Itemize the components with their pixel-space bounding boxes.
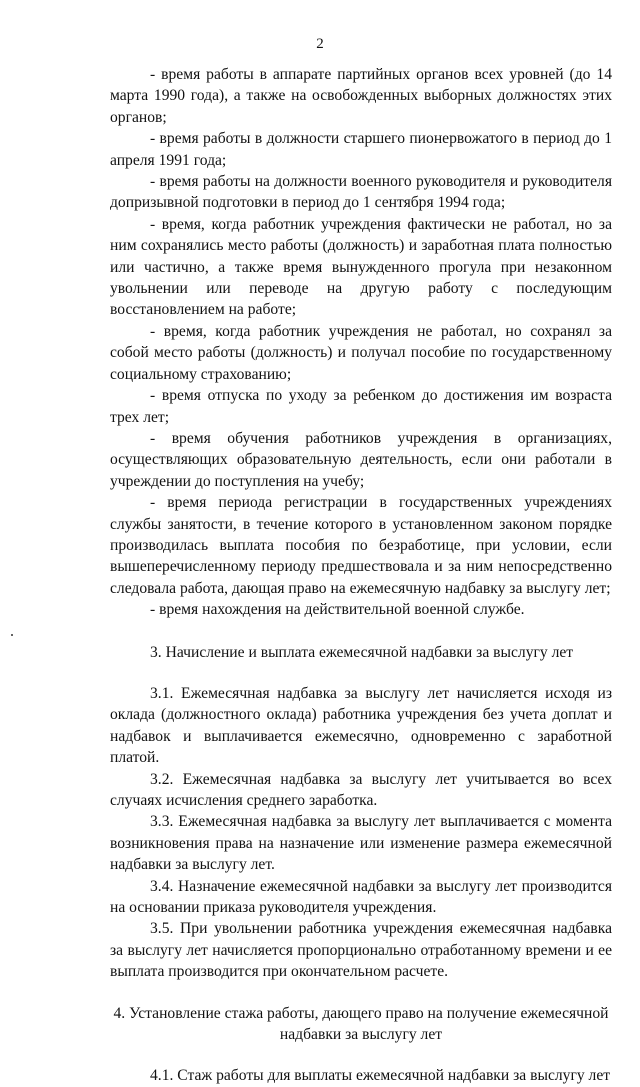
list-item: - время периода регистрации в государственных учреждениях службы занятости, в течение которого в установленном законом порядке производилась выплата пособия по безработице, при условии, если вышеперечисленному периоду предшествовала и за ним непосредственно следовала работа, дающая право на ежемесячную надбавку за выслугу лет; [110, 494, 612, 597]
section-4-heading [110, 1003, 612, 1046]
list-item: - время нахождения на действительной военной службе. [150, 601, 525, 619]
clause-3-3: 3.3. Ежемесячная надбавка за выслугу лет выплачивается с момента возникновения права на назначение или изменение размера ежемесячной надбавки за выслугу лет. [110, 813, 612, 874]
section-3-body [110, 683, 612, 983]
list-item: - время, когда работник учреждения не работал, но сохранял за собой место работы (должность) и получал пособие по государственному социальному страхованию; [110, 322, 612, 383]
section-3-heading: 3. Начисление и выплата ежемесячной надбавки за выслугу лет [150, 643, 574, 661]
list-item: - время работы в должности старшего пионервожатого в период до 1 апреля 1991 года; [110, 130, 612, 169]
list-item: - время работы в аппарате партийных органов всех уровней (до 14 марта 1990 года), а также на освобожденных выборных должностях этих органов; [110, 66, 612, 126]
clause-3-2: 3.2. Ежемесячная надбавка за выслугу лет учитывается во всех случаях исчисления среднего заработка. [110, 770, 612, 809]
scan-speck [11, 634, 13, 636]
clause-3-1: 3.1. Ежемесячная надбавка за выслугу лет начисляется исходя из оклада (должностного оклада) работника учреждения без учета доплат и надбавок и выплачивается ежемесячно, одновременно с заработной платой. [110, 684, 612, 767]
clause-3-4: 3.4. Назначение ежемесячной надбавки за выслугу лет производится на основании приказа руководителя учреждения. [110, 877, 612, 917]
clause-3-5: 3.5. При увольнении работника учреждения ежемесячная надбавка за выслугу лет начисляется пропорционально отработанному времени и ее выплата производится при окончательном расчете. [110, 920, 612, 981]
document-body [110, 64, 612, 1087]
list-item: - время обучения работников учреждения в организациях, осуществляющих образовательную деятельность, если они работали в учреждении до поступления на учебу; [110, 429, 612, 490]
list-item: - время отпуска по уходу за ребенком до достижения им возраста трех лет; [110, 387, 612, 426]
section-4-body [110, 1065, 612, 1086]
page-number: 2 [316, 36, 324, 52]
section-4-heading-line-1: 4. Установление стажа работы, дающего право на получение ежемесячной [113, 1004, 609, 1022]
clause-4-1: 4.1. Стаж работы для выплаты ежемесячной надбавки за выслугу лет [150, 1067, 611, 1085]
list-item: - время работы на должности военного руководителя и руководителя допризывной подготовки в период до 1 сентября 1994 года; [110, 173, 612, 212]
length-of-service-list [110, 64, 612, 621]
section-4-heading-line-2: надбавки за выслугу лет [279, 1026, 443, 1044]
list-item: - время, когда работник учреждения фактически не работал, но за ним сохранялись место работы (должность) и заработная плата полностью или частично, а также время вынужденного прогула при незаконном увольнении или переводе на другую работу с последующим восстановлением на работе; [110, 215, 612, 319]
